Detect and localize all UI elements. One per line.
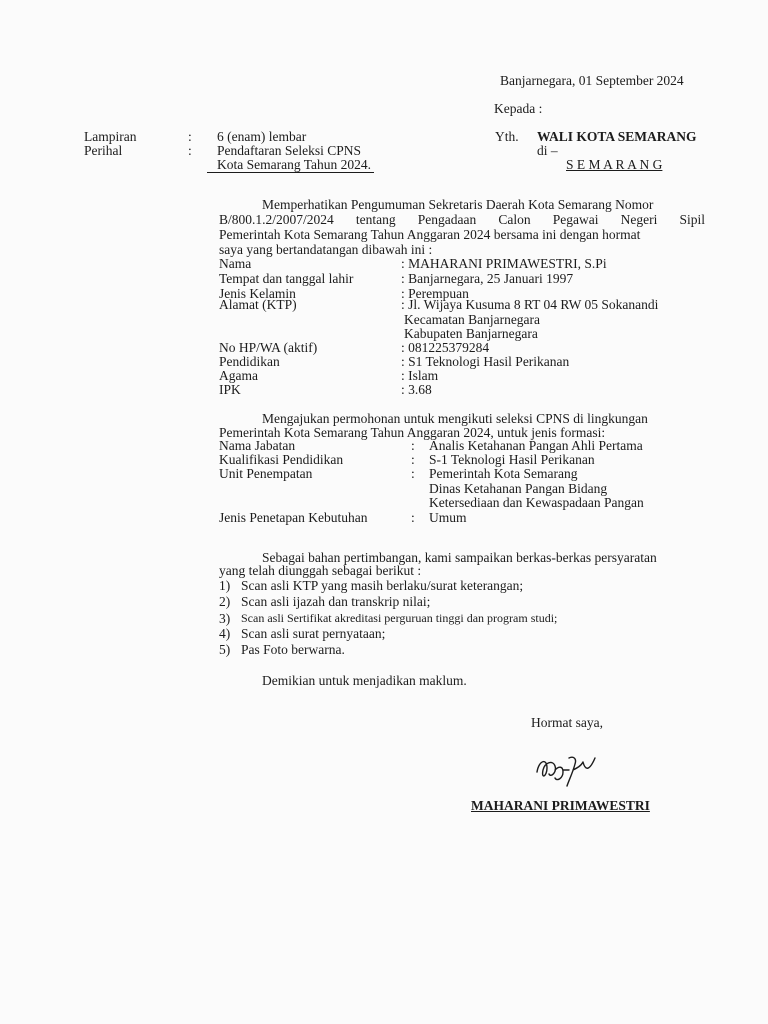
list-item-number: 1) bbox=[219, 578, 231, 593]
perihal-value-line2 bbox=[217, 157, 374, 173]
list-item: Scan asli surat pernyataan; bbox=[241, 626, 386, 641]
unit-value-line3: Ketersediaan dan Kewaspadaan Pangan bbox=[429, 495, 644, 510]
personal-label: Agama bbox=[219, 368, 258, 383]
personal-value: : Perempuan bbox=[401, 286, 469, 301]
list-item: Scan asli ijazah dan transkrip nilai; bbox=[241, 594, 431, 609]
closing-statement: Demikian untuk menjadikan maklum. bbox=[262, 673, 467, 688]
perihal-colon: : bbox=[188, 143, 192, 158]
personal-value: : MAHARANI PRIMAWESTRI, S.Pi bbox=[401, 256, 607, 271]
intro-line-1: Memperhatikan Pengumuman Sekretaris Daerah Kota Semarang Nomor bbox=[262, 197, 654, 212]
list-item: Pas Foto berwarna. bbox=[241, 642, 345, 657]
personal-label: Tempat dan tanggal lahir bbox=[219, 271, 354, 286]
place-date: Banjarnegara, 01 September 2024 bbox=[500, 73, 684, 88]
personal-value: : 081225379284 bbox=[401, 340, 490, 355]
list-item-number: 2) bbox=[219, 594, 231, 609]
list-item-number: 3) bbox=[219, 611, 231, 626]
yth-label: Yth. bbox=[495, 129, 519, 144]
personal-value: Kecamatan Banjarnegara bbox=[404, 312, 541, 327]
personal-value: : Jl. Wijaya Kusuma 8 RT 04 RW 05 Sokanandi bbox=[401, 297, 659, 312]
kepada-label: Kepada : bbox=[494, 101, 543, 116]
personal-label: Pendidikan bbox=[219, 354, 280, 369]
personal-value: Kabupaten Banjarnegara bbox=[404, 326, 538, 341]
kualifikasi-label: Kualifikasi Pendidikan bbox=[219, 452, 344, 467]
intro-line-2: B/800.1.2/2007/2024 tentang Pengadaan Calon Pegawai Negeri Sipil bbox=[219, 212, 705, 227]
closing-regards: Hormat saya, bbox=[531, 715, 603, 730]
jabatan-label: Nama Jabatan bbox=[219, 438, 296, 453]
lampiran-value: 6 (enam) lembar bbox=[217, 129, 307, 144]
di-label: di – bbox=[537, 143, 558, 158]
unit-value-line2: Dinas Ketahanan Pangan Bidang bbox=[429, 481, 608, 496]
attachments-intro-2: yang telah diunggah sebagai berikut : bbox=[219, 563, 422, 578]
handwritten-signature bbox=[533, 750, 603, 790]
unit-colon: : bbox=[411, 466, 415, 481]
jenis-value: Umum bbox=[429, 510, 467, 525]
personal-value: : Banjarnegara, 25 Januari 1997 bbox=[401, 271, 574, 286]
perihal-value-line1: Pendaftaran Seleksi CPNS bbox=[217, 143, 361, 158]
recipient-name: WALI KOTA SEMARANG bbox=[537, 129, 697, 144]
request-line-1: Mengajukan permohonan untuk mengikuti seleksi CPNS di lingkungan bbox=[262, 411, 648, 426]
intro-line-3: Pemerintah Kota Semarang Tahun Anggaran 2024 bersama ini dengan hormat bbox=[219, 227, 641, 242]
personal-label: No HP/WA (aktif) bbox=[219, 340, 318, 355]
perihal-label: Perihal bbox=[84, 143, 123, 158]
intro-line-4: saya yang bertandatangan dibawah ini : bbox=[219, 242, 433, 257]
list-item: Scan asli KTP yang masih berlaku/surat keterangan; bbox=[241, 578, 524, 593]
personal-label: Nama bbox=[219, 256, 252, 271]
jenis-colon: : bbox=[411, 510, 415, 525]
unit-value-line1: Pemerintah Kota Semarang bbox=[429, 466, 578, 481]
request-line-2: Pemerintah Kota Semarang Tahun Anggaran 2024, untuk jenis formasi: bbox=[219, 425, 606, 440]
list-item: Scan asli Sertifikat akreditasi perguruan tinggi dan program studi; bbox=[241, 611, 558, 625]
unit-label: Unit Penempatan bbox=[219, 466, 313, 481]
kualifikasi-colon: : bbox=[411, 452, 415, 467]
list-item-number: 4) bbox=[219, 626, 231, 641]
attachments-intro-1: Sebagai bahan pertimbangan, kami sampaikan berkas-berkas persyaratan bbox=[262, 550, 657, 565]
jabatan-colon: : bbox=[411, 438, 415, 453]
personal-label: Alamat (KTP) bbox=[219, 297, 297, 312]
kualifikasi-value: S-1 Teknologi Hasil Perikanan bbox=[429, 452, 595, 467]
jenis-label: Jenis Penetapan Kebutuhan bbox=[219, 510, 368, 525]
personal-value: : Islam bbox=[401, 368, 439, 383]
perihal-value-line2-text: Kota Semarang Tahun 2024. bbox=[207, 158, 374, 173]
list-item-number: 5) bbox=[219, 642, 231, 657]
signer-name: MAHARANI PRIMAWESTRI bbox=[471, 798, 650, 813]
personal-label: IPK bbox=[219, 382, 241, 397]
recipient-city: S E M A R A N G bbox=[566, 157, 663, 172]
lampiran-label: Lampiran bbox=[84, 129, 137, 144]
lampiran-colon: : bbox=[188, 129, 192, 144]
personal-label: Jenis Kelamin bbox=[219, 286, 296, 301]
jabatan-value: Analis Ketahanan Pangan Ahli Pertama bbox=[429, 438, 643, 453]
personal-value: : S1 Teknologi Hasil Perikanan bbox=[401, 354, 570, 369]
personal-value: : 3.68 bbox=[401, 382, 432, 397]
